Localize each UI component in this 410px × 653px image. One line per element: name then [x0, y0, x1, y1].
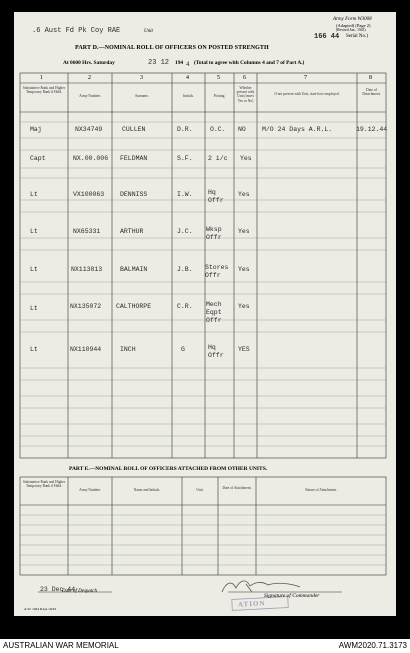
- part-e-title: PART E.—NOMINAL ROLL OF OFFICERS ATTACHED FROM OTHER UNITS.: [69, 466, 268, 472]
- cell-present: Yes: [238, 303, 250, 310]
- at-hours-prefix: At 0600 Hrs. Saturday: [63, 60, 115, 66]
- cell-surname: DENNISS: [120, 191, 148, 198]
- at-date: 23 12: [148, 59, 170, 67]
- cell-initials: I.W.: [177, 191, 193, 198]
- cell-initials: J.C.: [177, 228, 193, 235]
- cell-present: Yes: [238, 191, 250, 198]
- cell-present: NO: [238, 126, 246, 133]
- part-e-header-date: Date of Attachment.: [222, 486, 252, 490]
- col-num-3: 3: [140, 75, 143, 81]
- at-year: 194: [175, 60, 184, 66]
- cell-rank: Lt: [30, 266, 38, 273]
- cell-army-number: NX.00.006: [73, 155, 109, 162]
- cell-posting: Mech Eqpt Offr: [206, 301, 222, 324]
- cell-posting: O.C.: [210, 126, 226, 133]
- part-e-header-army-number: Army Number.: [79, 488, 101, 492]
- col-header-rank: Substantive Rank and Higher Temporary Rank if Held.: [22, 86, 66, 95]
- unit-label: Unit: [144, 29, 153, 34]
- col-num-4: 4: [186, 75, 189, 81]
- cell-army-number: NX65331: [73, 228, 101, 235]
- col-header-employed: If not present with Unit, state how employed.: [274, 92, 340, 96]
- cell-rank: Lt: [30, 305, 38, 312]
- cell-rank: Lt: [30, 191, 38, 198]
- cell-army-number: VX100063: [73, 191, 105, 198]
- cell-posting: Stores Offr: [205, 264, 229, 279]
- col-header-present: Whether present with Unit (insert Yes or No): [236, 86, 255, 103]
- cell-surname: FELDMAN: [120, 155, 148, 162]
- col-num-7: 7: [304, 75, 307, 81]
- cell-army-number: NX135072: [70, 303, 102, 310]
- cell-rank: Maj: [30, 126, 42, 133]
- col-header-posting: Posting.: [213, 94, 226, 98]
- cell-rank: Capt: [30, 155, 46, 162]
- cell-army-number: NX110944: [70, 346, 102, 353]
- part-d-title: PART D.—NOMINAL ROLL OF OFFICERS ON POSTED STRENGTH: [75, 45, 269, 51]
- cell-initials: G: [181, 346, 185, 353]
- cell-initials: S.F.: [177, 155, 193, 162]
- caption-bar: [0, 639, 410, 653]
- cell-present: Yes: [238, 228, 250, 235]
- caption-source: AUSTRALIAN WAR MEMORIAL: [3, 641, 119, 650]
- cell-posting: Hq Offr: [208, 189, 224, 204]
- col-num-8: 8: [369, 75, 372, 81]
- cell-present: Yes: [240, 155, 252, 162]
- printer-mark: A.W. 1944 RAA 10/43: [24, 607, 57, 611]
- cell-surname: CULLEN: [122, 126, 146, 133]
- serial-value: 166 44: [314, 33, 340, 41]
- cell-surname: ARTHUR: [120, 228, 144, 235]
- cell-posting: Wksp Offr: [206, 226, 222, 241]
- cell-present: Yes: [238, 266, 250, 273]
- cell-date: 19.12.44: [356, 126, 388, 133]
- at-year-digit: 4: [186, 61, 190, 68]
- cell-posting: Hq Offr: [208, 344, 224, 359]
- cell-initials: J.B.: [177, 266, 193, 273]
- commander-signature: [222, 581, 300, 592]
- serial-label: Serial No.): [346, 34, 368, 39]
- col-num-5: 5: [217, 75, 220, 81]
- cell-surname: BALMAIN: [120, 266, 148, 273]
- unit-name: .6 Aust Fd Pk Coy RAE: [32, 27, 121, 35]
- col-header-date: Date of Detachment.: [362, 88, 381, 97]
- col-num-2: 2: [88, 75, 91, 81]
- form-adapted: (Adapted) (Page 2): [336, 23, 371, 28]
- cell-posting: 2 i/c: [208, 155, 228, 162]
- stamp-text: ATION: [237, 599, 266, 609]
- col-header-initials: Initials.: [183, 94, 194, 98]
- part-e-header-rank: Substantive Rank and Higher Temporary Rank if Held.: [22, 480, 66, 489]
- despatch-label: Date of Despatch: [62, 589, 97, 594]
- form-number: Army Form W3008: [333, 17, 372, 22]
- cell-rank: Lt: [30, 346, 38, 353]
- col-header-surname: Surname.: [135, 94, 149, 98]
- cell-surname: INCH: [120, 346, 136, 353]
- part-e-header-nature: Nature of Attachment.: [304, 488, 338, 492]
- cell-present: YES: [238, 346, 250, 353]
- form-revised: (Revised Jan., 1943): [336, 28, 366, 32]
- cell-army-number: NX34749: [75, 126, 103, 133]
- cell-rank: Lt: [30, 228, 38, 235]
- signature-label: Signature of Commander: [264, 593, 320, 599]
- col-num-6: 6: [243, 75, 246, 81]
- caption-accession: AWM2020.71.3173: [338, 641, 407, 650]
- despatch-date: 23 Dec 44: [40, 586, 76, 593]
- col-header-army-number: Army Number.: [79, 94, 101, 98]
- cell-initials: C.R.: [177, 303, 193, 310]
- cell-initials: D.R.: [177, 126, 193, 133]
- cell-employed: M/O 24 Days A.R.L.: [262, 126, 333, 133]
- part-e-header-name: Name and Initials.: [133, 488, 161, 492]
- part-e-header-unit: Unit.: [196, 488, 204, 492]
- at-suffix: (Total to agree with Columns 4 and 7 of Part A.): [194, 60, 305, 66]
- cell-army-number: NX113813: [71, 266, 103, 273]
- cell-surname: CALTHORPE: [116, 303, 152, 310]
- col-num-1: 1: [40, 75, 43, 81]
